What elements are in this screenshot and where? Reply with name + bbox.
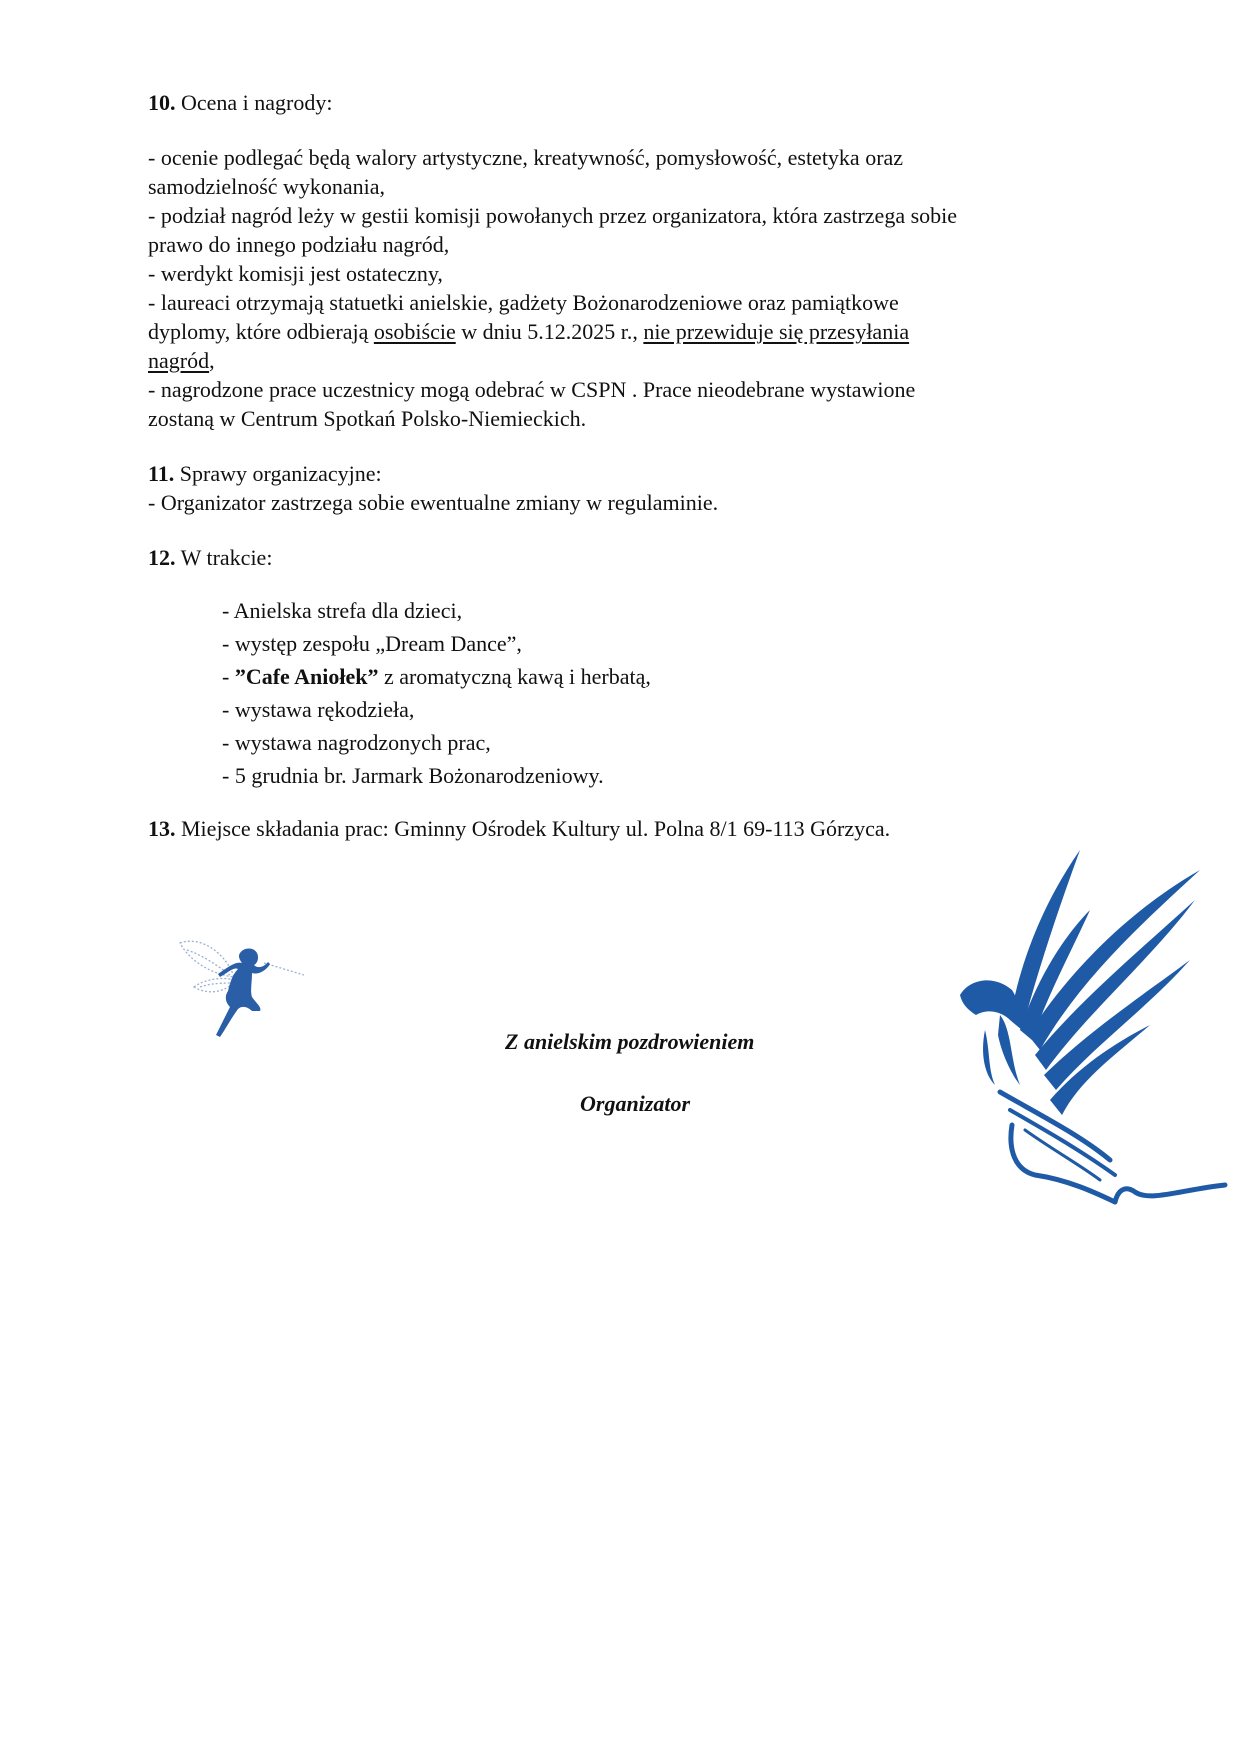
paragraph-line: - laureaci otrzymają statuetki anielskie, gadżety Bożonarodzeniowe oraz pamiątkowe bbox=[148, 290, 899, 315]
list-item: - wystawa rękodzieła, bbox=[222, 697, 415, 722]
paragraph-line: - nagrodzone prace uczestnicy mogą odebrać w CSPN . Prace nieodebrane wystawione bbox=[148, 377, 916, 402]
nagrod-line bbox=[148, 346, 1108, 375]
fairy-icon bbox=[172, 925, 312, 1050]
paragraph-line: - podział nagród leży w gestii komisji powołanych przez organizatora, która zastrzega sobie bbox=[148, 203, 958, 228]
document-body bbox=[148, 88, 1108, 843]
text: z aromatyczną kawą i herbatą, bbox=[378, 664, 651, 689]
section-title: Sprawy organizacyjne: bbox=[174, 461, 382, 486]
section-number: 12. bbox=[148, 545, 176, 570]
list-item: - wystawa nagrodzonych prac, bbox=[222, 730, 491, 755]
text: , bbox=[209, 348, 215, 373]
spacer bbox=[148, 117, 1108, 143]
section-number: 11. bbox=[148, 461, 175, 486]
spacer bbox=[148, 433, 1108, 459]
paragraph-line: - Organizator zastrzega sobie ewentualne zmiany w regulaminie. bbox=[148, 490, 719, 515]
paragraph-line: - ocenie podlegać będą walory artystyczne, kreatywność, pomysłowość, estetyka oraz bbox=[148, 145, 904, 170]
spacer bbox=[148, 517, 1108, 543]
section-12-heading bbox=[148, 543, 1108, 572]
list-item: - Anielska strefa dla dzieci, bbox=[222, 598, 463, 623]
underlined-text: nie przewiduje się przesyłania bbox=[643, 319, 910, 344]
diploma-line bbox=[148, 317, 1108, 346]
underlined-text: osobiście bbox=[373, 319, 456, 344]
section-title: W trakcie: bbox=[175, 545, 273, 570]
paragraph-line: prawo do innego podziału nagród, bbox=[148, 232, 450, 257]
section-11-heading bbox=[148, 459, 1108, 488]
angel-bird-icon bbox=[940, 830, 1230, 1220]
bold-text: ”Cafe Aniołek” bbox=[234, 664, 379, 689]
paragraph-line: samodzielność wykonania, bbox=[148, 174, 386, 199]
section-title: Ocena i nagrody: bbox=[175, 90, 333, 115]
list-item: - 5 grudnia br. Jarmark Bożonarodzeniowy. bbox=[222, 763, 604, 788]
text: w dniu 5.12.2025 r., bbox=[455, 319, 644, 344]
spacer bbox=[148, 572, 1108, 594]
greeting-text: Z anielskim pozdrowieniem bbox=[505, 1029, 755, 1054]
spacer bbox=[148, 792, 1108, 814]
section-number: 10. bbox=[148, 90, 176, 115]
signer-text: Organizator bbox=[580, 1091, 691, 1116]
list-item-cafe bbox=[148, 660, 1108, 693]
section-number: 13. bbox=[148, 816, 176, 841]
list-item: - występ zespołu „Dream Dance”, bbox=[222, 631, 522, 656]
section-10-heading bbox=[148, 88, 1108, 117]
paragraph-line: - werdykt komisji jest ostateczny, bbox=[148, 261, 443, 286]
paragraph-line: zostaną w Centrum Spotkań Polsko-Niemieckich. bbox=[148, 406, 587, 431]
underlined-text: nagród bbox=[148, 348, 210, 373]
text: - bbox=[222, 664, 235, 689]
text: dyplomy, które odbierają bbox=[148, 319, 374, 344]
section-text: Miejsce składania prac: Gminny Ośrodek Kultury ul. Polna 8/1 69-113 Górzyca. bbox=[175, 816, 891, 841]
